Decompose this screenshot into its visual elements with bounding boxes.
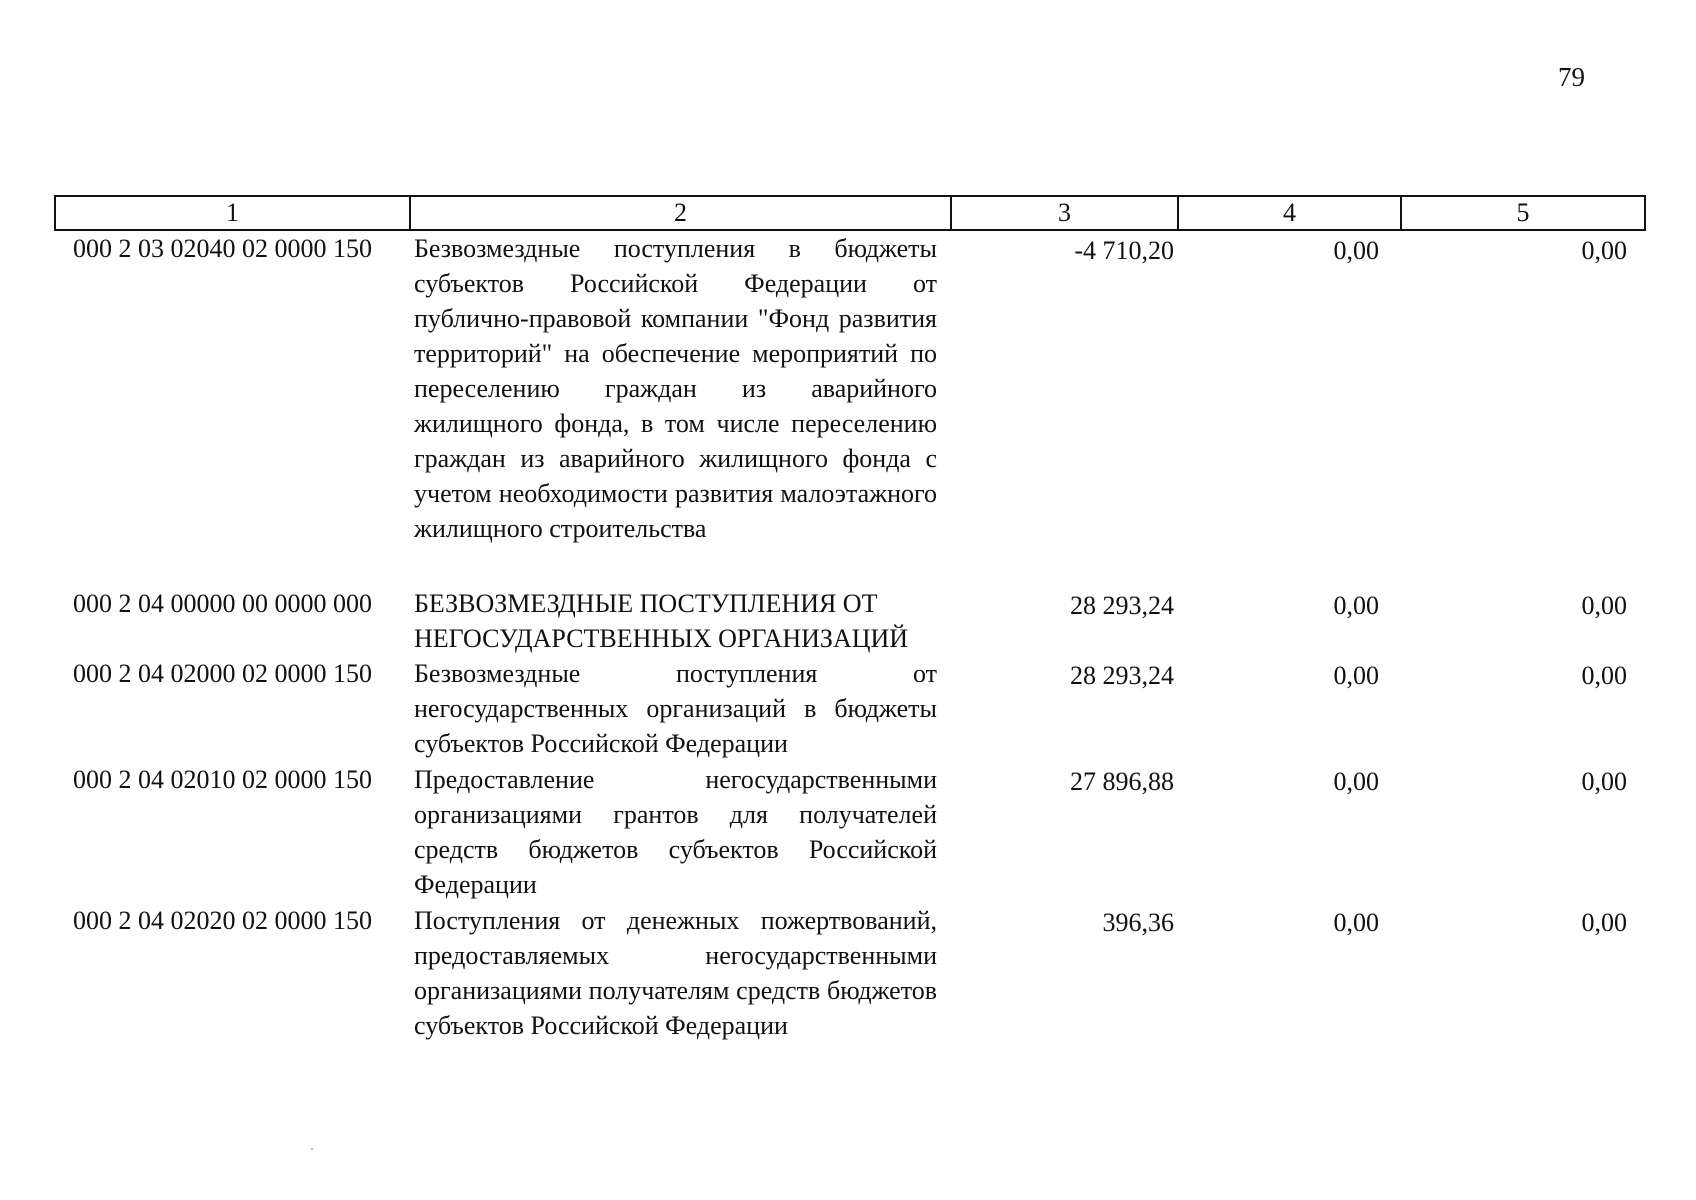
row-value-col3: -4 710,20 [1074, 236, 1174, 265]
row-code: 000 2 03 02040 02 0000 150 [73, 234, 372, 263]
header-col-1: 1 [55, 196, 410, 230]
header-row [55, 196, 1645, 230]
table-row [55, 656, 1645, 762]
row-value-col3: 27 896,88 [1070, 767, 1174, 796]
row-value-col3: 28 293,24 [1070, 591, 1174, 620]
row-value-col5: 0,00 [1581, 591, 1627, 620]
budget-table [54, 195, 1646, 1079]
table-row [55, 586, 1645, 656]
row-value-col5: 0,00 [1581, 908, 1627, 937]
page-number: 79 [1558, 62, 1585, 92]
header-col-4: 4 [1178, 196, 1401, 230]
table-row [55, 230, 1645, 586]
table-row [55, 762, 1645, 903]
row-name: Безвозмездные поступления в бюджеты субъектов Российской Федерации от публично-правовой компании "Фонд развития территорий" на обеспечение мероприятий по переселению граждан из аварийного жилищного фонда, в том числе переселению граждан из аварийного жилищного фонда с учетом необходимости развития малоэтажного жилищного строительства [414, 234, 937, 543]
header-col-5: 5 [1401, 196, 1645, 230]
table-body [55, 230, 1645, 1079]
row-value-col4: 0,00 [1333, 908, 1379, 937]
table-row [55, 903, 1645, 1079]
row-code: 000 2 04 02020 02 0000 150 [73, 906, 372, 935]
row-value-col5: 0,00 [1581, 767, 1627, 796]
row-name: БЕЗВОЗМЕЗДНЫЕ ПОСТУПЛЕНИЯ ОТ НЕГОСУДАРСТВЕННЫХ ОРГАНИЗАЦИЙ [414, 589, 909, 653]
table-header [55, 196, 1645, 230]
row-code: 000 2 04 02000 02 0000 150 [73, 659, 372, 688]
row-value-col4: 0,00 [1333, 236, 1379, 265]
row-code: 000 2 04 00000 00 0000 000 [73, 589, 372, 618]
row-value-col3: 396,36 [1102, 908, 1174, 937]
header-col-2: 2 [410, 196, 951, 230]
row-name: Предоставление негосударственными организациями грантов для получателей средств бюджетов субъектов Российской Федерации [414, 765, 937, 899]
row-value-col4: 0,00 [1333, 591, 1379, 620]
row-code: 000 2 04 02010 02 0000 150 [73, 765, 372, 794]
row-value-col5: 0,00 [1581, 236, 1627, 265]
row-name: Поступления от денежных пожертвований, предоставляемых негосударственными организациями получателям средств бюджетов субъектов Российской Федерации [414, 906, 937, 1040]
row-name: Безвозмездные поступления от негосударственных организаций в бюджеты субъектов Российской Федерации [414, 659, 937, 758]
row-value-col4: 0,00 [1333, 661, 1379, 690]
header-col-3: 3 [951, 196, 1178, 230]
row-value-col5: 0,00 [1581, 661, 1627, 690]
row-value-col4: 0,00 [1333, 767, 1379, 796]
row-value-col3: 28 293,24 [1070, 661, 1174, 690]
scan-speck [311, 1148, 313, 1150]
